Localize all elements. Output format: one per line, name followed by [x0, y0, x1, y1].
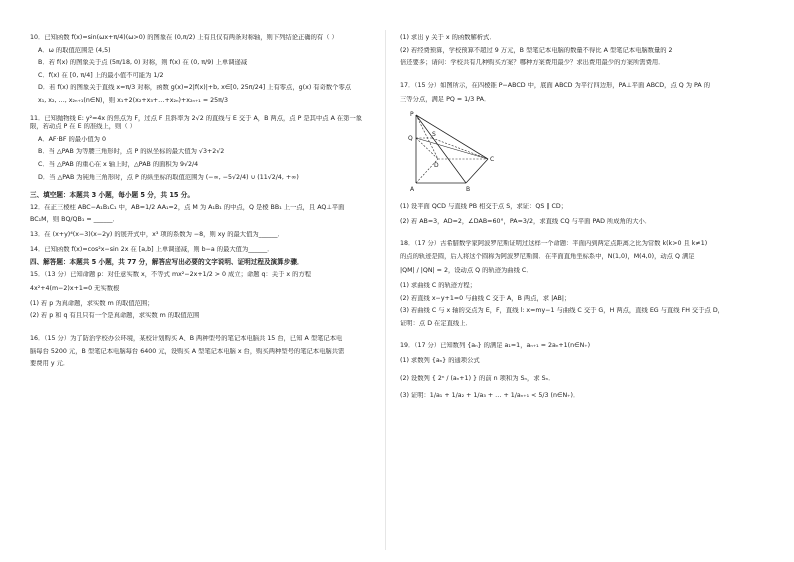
q16-stem: 16．（15 分）为了防治学校办公环境，某校计划购买 A、B 两种型号的笔记本电脑共 15 台，已知 A 型笔记本电: [30, 335, 343, 343]
q11-option-b: B．当 △PAB 为等腰三角形时，点 P 的纵坐标的最大值为 √3+2√2: [38, 148, 225, 156]
q17-stem: 17．（15 分）如图所示，在四棱锥 P−ABCD 中，底面 ABCD 为平行四边形，PA⊥平面 ABCD，点 Q 为 PA 的: [400, 81, 711, 89]
q12-stem: 12．在正三棱柱 ABC−A₁B₁C₁ 中，AB=1/2 AA₁=2，点 M 为 A₁B₁ 的中点，Q 是棱 BB₁ 上一点，且 AQ⊥平面: [30, 203, 345, 211]
q15-part-2: (2) 若 p 和 q 有且只有一个是真命题，求实数 m 的取值范围: [30, 312, 200, 320]
q15-stem: 15．（13 分）已知命题 p：对任意实数 x，不等式 mx²−2x+1/2 > 0 成立；命题 q：关于 x 的方程: [30, 270, 312, 278]
q10-option-c: C．f(x) 在 [0, π/4] 上的最小值不可能为 1/2: [38, 71, 164, 79]
q16-stem-end: 要费用 y 元．: [30, 360, 70, 368]
q16-part-1: (1) 求出 y 关于 x 的函数解析式．: [400, 34, 496, 41]
q15-equation: 4x²+4(m−2)x+1=0 无实数根: [30, 285, 120, 293]
q16-part-2-cont: 倍还要多；请问：学校共有几种购买方案？哪种方案费用最少？求出费用最少的方案所需费用．: [400, 59, 665, 67]
q11-option-d: D．当 △PAB 为钝角三角形时，点 P 的纵坐标的取值范围为 (−∞, −5√2/4) ∪ (11√2/4, +∞): [38, 173, 299, 181]
q18-part-1: (1) 求曲线 C 的轨迹方程；: [400, 281, 476, 289]
q12-stem-cont: BC₁M，则 BQ/QB₁ = ______．: [30, 216, 119, 224]
q18-stem-cont: 的点的轨迹是圆，后人将这个圆称为阿波罗尼斯圆．在平面直角坐标系中，N(1,0)，M(4,0)，动点 Q 满足: [400, 252, 695, 260]
q11-option-a: A．AF·BF 的最小值为 0: [38, 135, 106, 143]
pyramid-diagram: [404, 109, 524, 199]
column-divider: [385, 30, 386, 550]
q16-stem-cont: 脑每台 5200 元，B 型笔记本电脑每台 6400 元，设购买 A 型笔记本电脑 x 台，购买两种型号的笔记本电脑共需: [30, 347, 345, 355]
q10-option-d-cont: x₁, x₂, …, x₂ₙ₊₁(n∈N)，则 x₁+2(x₂+x₃+…+x₂ₙ)+x₂ₙ₊₁ = 25π/3: [38, 96, 229, 104]
q17-stem-cont: 三等分点，满足 PQ = 1/3 PA．: [400, 96, 491, 104]
q18-stem: 18．（17 分）古希腊数学家阿波罗尼斯证明过这样一个命题：平面内到两定点距离之比为常数 k(k>0 且 k≠1): [400, 240, 708, 248]
q17-part-2: (2) 若 AB=3，AD=2，∠DAB=60°，PA=3/2，求直线 CQ 与平面 PAD 所成角的大小．: [400, 217, 652, 225]
vertex-label-q: Q: [408, 134, 413, 142]
q19-stem: 19．（17 分）已知数列 {aₙ} 的满足 a₁=1，aₙ₊₁ = 2aₙ+1(n∈N₊): [400, 342, 591, 350]
q17-part-1: (1) 设平面 QCD 与直线 PB 相交于点 S，求证：QS ∥ CD；: [400, 202, 568, 210]
q11-stem: 11．已知抛物线 E: y²=4x 的焦点为 F，过点 F 且斜率为 2√2 的直线与 E 交于 A，B 两点，点 P 是其中点 A 在第一象: [30, 114, 363, 122]
q13-stem: 13．在 (x+y)⁴(x−3)(x−2y) 的展开式中，x³ 项的系数为 −8，则 xy 的最大值为______．: [30, 230, 284, 238]
q15-part-1: (1) 若 p 为真命题，求实数 m 的取值范围；: [30, 299, 154, 307]
q11-option-c: C．当 △PAB 的重心在 x 轴上时，△PAB 的面积为 9√2/4: [38, 160, 199, 168]
vertex-label-s: S: [432, 130, 436, 138]
right-column: [400, 34, 772, 401]
q10-option-d: D．若 f(x) 的图象关于直线 x=π/3 对称，函数 g(x)=2|f(x)|+b, x∈[0, 25π/24] 上有零点，g(x) 有奇数个零点: [38, 84, 352, 92]
q10-stem: 10．已知函数 f(x)=sin(ωx+π/4)(ω>0) 的图象在 (0,π/2) 上有且仅有两条对称轴，则下列结论正确的有（ ）: [30, 34, 338, 41]
q19-part-2: (2) 设数列 { 2ⁿ / (aₙ+1) } 的前 n 项和为 Sₙ，求 Sₙ．: [400, 374, 555, 382]
left-column: [30, 34, 370, 369]
q18-part-3-cont: 证明：点 D 在定直线上．: [400, 319, 472, 327]
vertex-label-b: B: [466, 185, 471, 193]
section-4-heading: 四、解答题：本题共 5 小题，共 77 分，解答应写出必要的文字说明、证明过程及演算步骤．: [30, 258, 304, 267]
q14-stem: 14．已知函数 f(x)=cos²x−sin 2x 在 [a,b] 上单调递减，则 b−a 的最大值为______．: [30, 245, 274, 253]
q18-part-3: (3) 若曲线 C 与 x 轴的交点为 E，F，直线 l: x=my−1 与曲线 C 交于 G，H 两点，直线 EG 与直线 FH 交于点 D，: [400, 307, 724, 315]
section-3-heading: 三、填空题：本题共 3 小题，每小题 5 分，共 15 分。: [30, 191, 194, 200]
q19-part-3: (3) 证明：1/a₁ + 1/a₂ + 1/a₃ + … + 1/aₙ₊₁ < 5/3 (n∈N₊)．: [400, 392, 580, 400]
pyramid-figure: [404, 109, 524, 199]
q18-ratio: |QM| / |QN| = 2，设动点 Q 的轨迹为曲线 C．: [400, 267, 533, 275]
q10-option-a: A．ω 的取值范围是 (4,5): [38, 46, 111, 54]
q19-part-1: (1) 求数列 {aₙ} 的通项公式: [400, 356, 480, 364]
vertex-label-d: D: [434, 161, 439, 169]
vertex-label-a: A: [410, 185, 415, 193]
q10-option-b: B．若 f(x) 的图象关于点 (5π/18, 0) 对称，则 f(x) 在 (0, π/9) 上单调递减: [38, 59, 248, 67]
q18-part-2: (2) 若直线 x−y+1=0 与曲线 C 交于 A，B 两点，求 |AB|；: [400, 294, 571, 302]
q11-stem-cont: 限，若动点 P 在 E 的准线上，则（ ）: [30, 123, 136, 131]
vertex-label-c: C: [490, 155, 495, 163]
q16-part-2: (2) 若经费预算，学校预算不超过 9 万元，B 型笔记本电脑的数量不得比 A 型笔记本电脑数量的 2: [400, 46, 673, 54]
vertex-label-p: P: [410, 110, 414, 118]
